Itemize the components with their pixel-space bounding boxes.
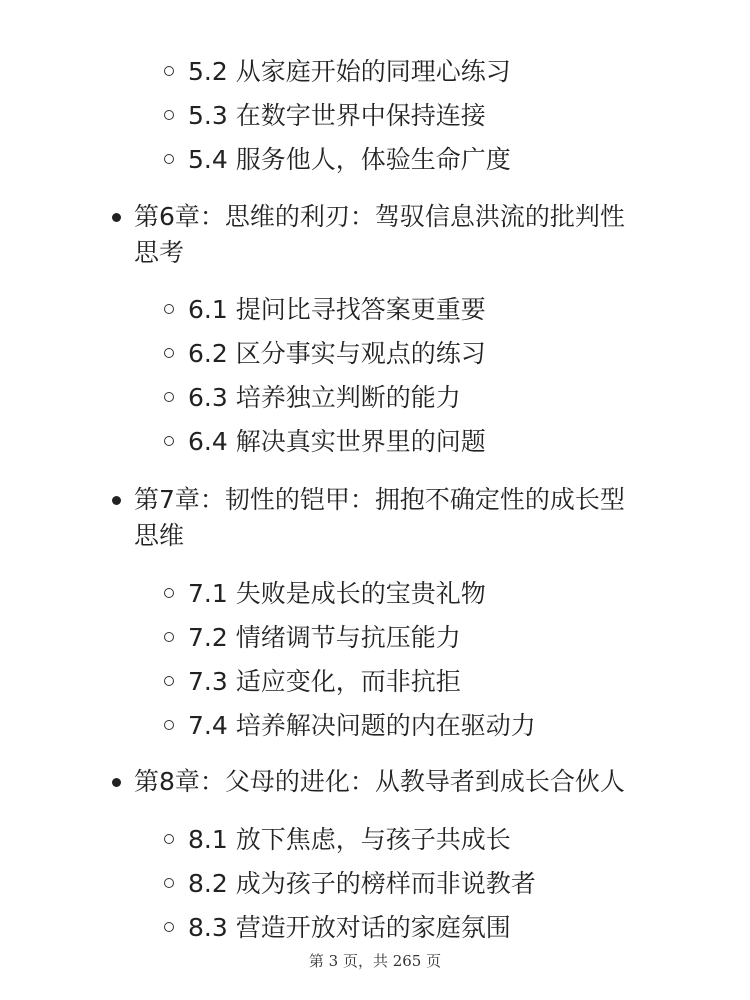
toc-item-label: 5.3 在数字世界中保持连接 bbox=[188, 101, 486, 130]
toc-item-label: 6.2 区分事实与观点的练习 bbox=[188, 339, 486, 368]
toc-item-label: 7.3 适应变化，而非抗拒 bbox=[188, 667, 461, 696]
chapter-title-line2: 思维 bbox=[134, 521, 185, 550]
hollow-bullet-icon bbox=[164, 154, 174, 164]
hollow-bullet-icon bbox=[164, 348, 174, 358]
hollow-bullet-icon bbox=[164, 304, 174, 314]
bullet-icon bbox=[112, 213, 121, 222]
hollow-bullet-icon bbox=[164, 834, 174, 844]
toc-item-label: 6.4 解决真实世界里的问题 bbox=[188, 427, 486, 456]
toc-item-label: 6.1 提问比寻找答案更重要 bbox=[188, 295, 486, 324]
chapter-title-line1: 第6章：思维的利刃：驾驭信息洪流的批判性 bbox=[134, 202, 625, 231]
toc-item-label: 6.3 培养独立判断的能力 bbox=[188, 383, 461, 412]
page-number: 第 3 页，共 265 页 bbox=[308, 952, 442, 970]
toc-item-label: 7.1 失败是成长的宝贵礼物 bbox=[188, 579, 486, 608]
toc-item-label: 5.4 服务他人，体验生命广度 bbox=[188, 145, 511, 174]
hollow-bullet-icon bbox=[164, 632, 174, 642]
toc-item-label: 7.4 培养解决问题的内在驱动力 bbox=[188, 711, 536, 740]
bullet-icon bbox=[112, 778, 121, 787]
hollow-bullet-icon bbox=[164, 720, 174, 730]
hollow-bullet-icon bbox=[164, 588, 174, 598]
toc-item-label: 5.2 从家庭开始的同理心练习 bbox=[188, 57, 511, 86]
toc-item-label: 7.2 情绪调节与抗压能力 bbox=[188, 623, 461, 652]
toc-item-label: 8.3 营造开放对话的家庭氛围 bbox=[188, 913, 511, 942]
hollow-bullet-icon bbox=[164, 392, 174, 402]
hollow-bullet-icon bbox=[164, 676, 174, 686]
toc-item-label: 8.1 放下焦虑，与孩子共成长 bbox=[188, 825, 511, 854]
bullet-icon bbox=[112, 496, 121, 505]
chapter-title-line1: 第7章：韧性的铠甲：拥抱不确定性的成长型 bbox=[134, 485, 625, 514]
hollow-bullet-icon bbox=[164, 110, 174, 120]
hollow-bullet-icon bbox=[164, 66, 174, 76]
chapter-title-line1: 第8章：父母的进化：从教导者到成长合伙人 bbox=[134, 767, 625, 796]
hollow-bullet-icon bbox=[164, 436, 174, 446]
toc-item-label: 8.2 成为孩子的榜样而非说教者 bbox=[188, 869, 536, 898]
hollow-bullet-icon bbox=[164, 922, 174, 932]
chapter-title-line2: 思考 bbox=[134, 238, 185, 267]
hollow-bullet-icon bbox=[164, 878, 174, 888]
